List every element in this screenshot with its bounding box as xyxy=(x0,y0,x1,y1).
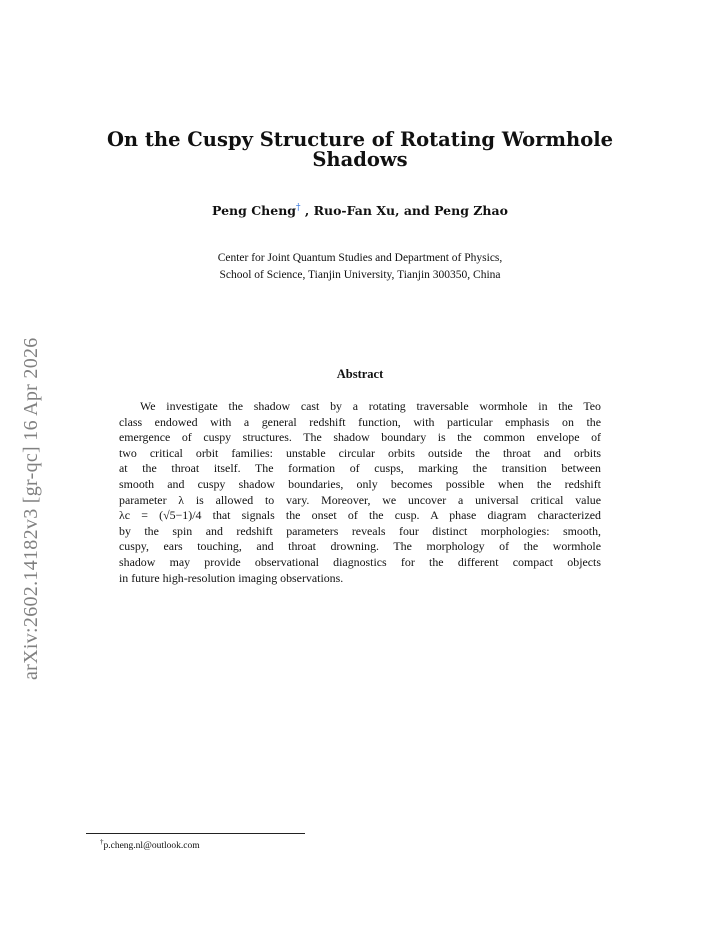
abstract-line: We investigate the shadow cast by a rotating traversable wormhole in the Teo xyxy=(140,399,601,413)
abstract-heading: Abstract xyxy=(336,367,384,381)
abstract-line: shadow may provide observational diagnostics for the different compact objects xyxy=(119,554,601,569)
affiliation-line: Center for Joint Quantum Studies and Department of Physics, xyxy=(217,252,503,264)
footnote-dagger-link[interactable]: † xyxy=(296,203,301,213)
abstract-line: smooth and cuspy shadow boundaries, only becomes possible when the redshift xyxy=(119,476,601,491)
arxiv-identifier-stamp: arXiv:2602.14182v3 [gr-qc] 16 Apr 2026 xyxy=(20,337,42,680)
abstract-line: at the throat itself. The formation of cusps, marking the transition between xyxy=(119,461,601,476)
abstract-line: cuspy, ears touching, and throat drowning. The morphology of the wormhole xyxy=(119,539,601,554)
abstract-line: by the spin and redshift parameters reveals four distinct morphologies: smooth, xyxy=(119,523,601,538)
affiliation-line: School of Science, Tianjin University, Tianjin 300350, China xyxy=(219,269,501,281)
author-list xyxy=(90,203,630,218)
footnote-divider xyxy=(86,833,305,834)
paper-title xyxy=(90,130,630,170)
abstract-line: parameter λ is allowed to vary. Moreover, we uncover a universal critical value xyxy=(119,492,601,507)
abstract-line: emergence of cuspy structures. The shadow boundary is the common envelope of xyxy=(119,430,601,445)
abstract-body xyxy=(119,399,601,586)
affiliation xyxy=(90,250,630,284)
footnote xyxy=(100,838,200,851)
abstract-line: λc = (√5−1)/4 that signals the onset of the cusp. A phase diagram characterized xyxy=(119,508,601,523)
abstract-line: in future high-resolution imaging observations. xyxy=(119,570,344,585)
footnote-dagger: † xyxy=(100,838,104,846)
footnote-email-link[interactable]: p.cheng.nl@outlook.com xyxy=(103,841,200,852)
title-line-1: On the Cuspy Structure of Rotating Wormhole xyxy=(106,128,614,151)
abstract-line: two critical orbit families: unstable circular orbits outside the throat and orbits xyxy=(119,445,601,460)
author-first: Peng Cheng xyxy=(212,203,297,219)
title-line-2: Shadows xyxy=(312,148,408,171)
author-rest: , Ruo-Fan Xu, and Peng Zhao xyxy=(300,203,508,219)
abstract-line: class endowed with a general redshift function, with particular emphasis on the xyxy=(119,414,601,429)
